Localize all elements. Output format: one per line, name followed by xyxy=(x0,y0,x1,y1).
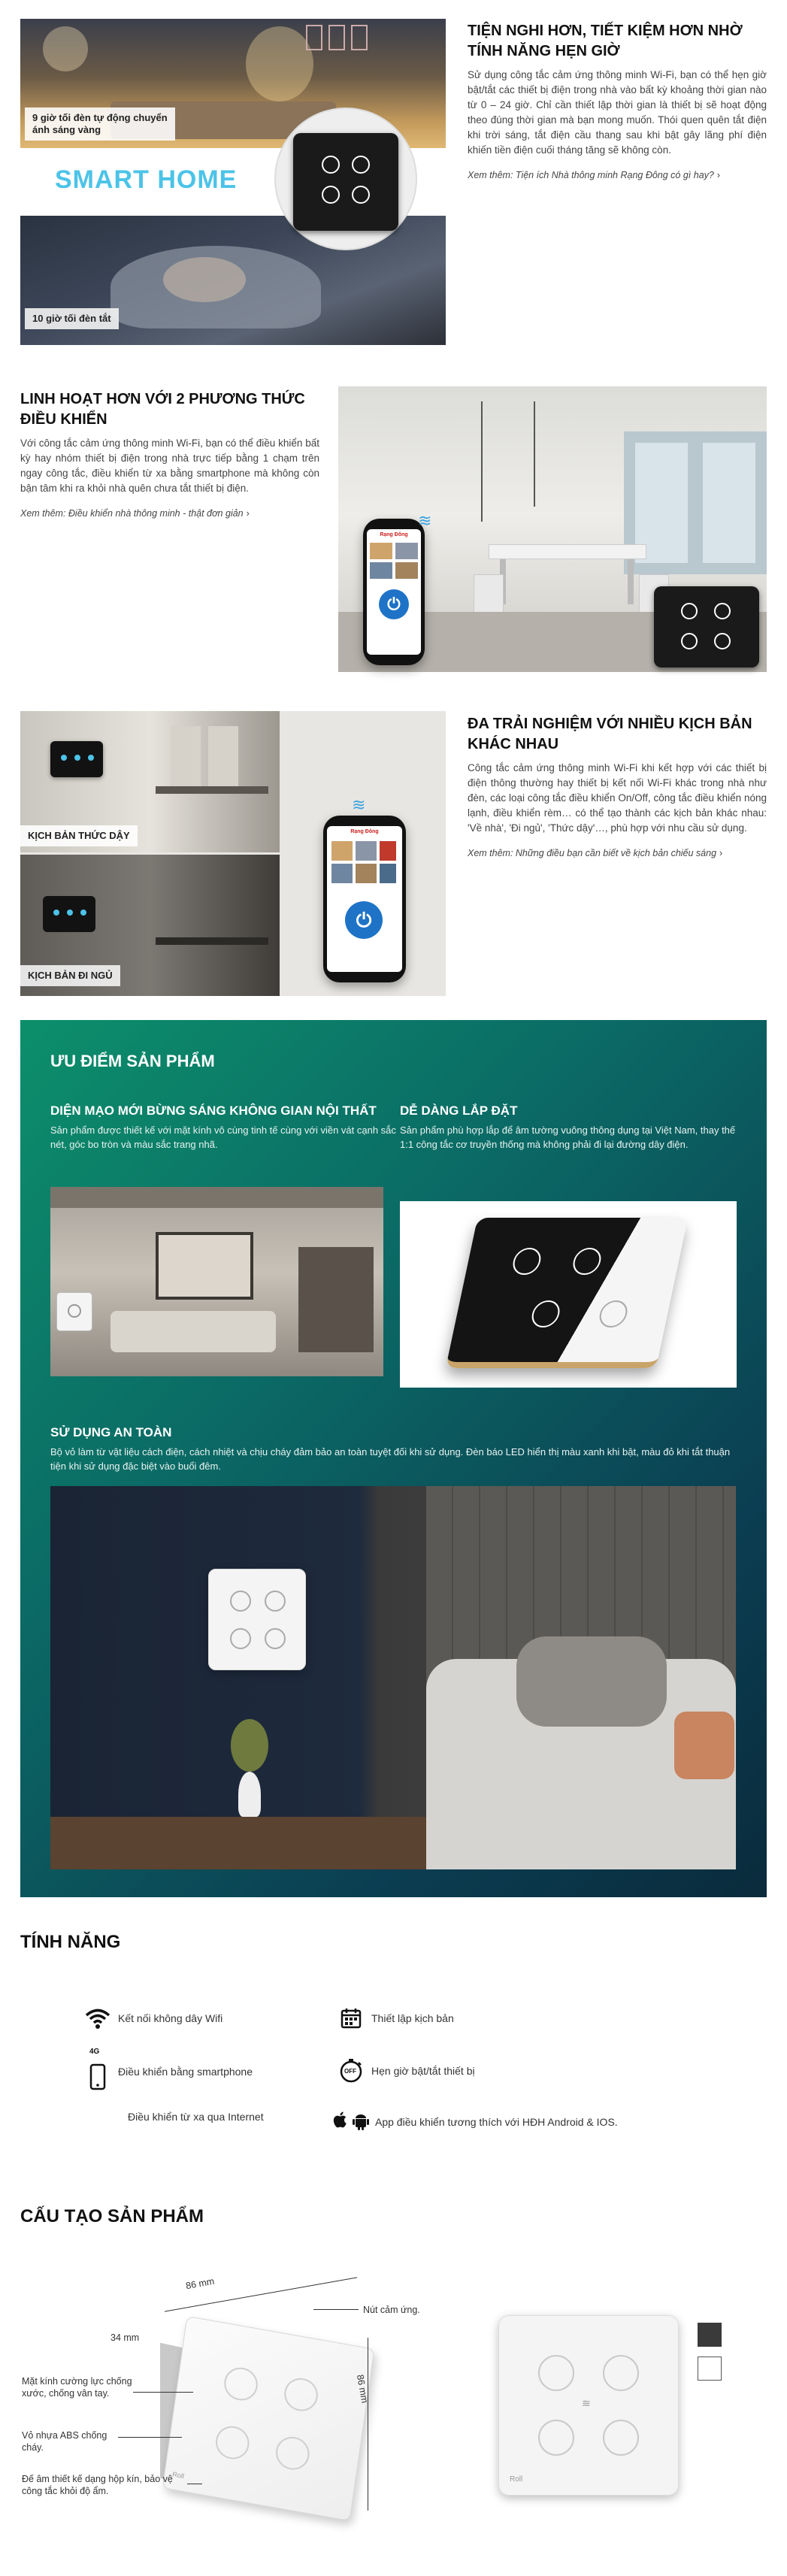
color-swatch-white[interactable] xyxy=(698,2357,722,2381)
label-glass: Mặt kính cường lực chống xước, chống vân tay. xyxy=(22,2376,132,2399)
scenes-phone-screen: Rạng Đông ⏻ xyxy=(327,826,402,972)
calendar-icon xyxy=(338,2005,364,2031)
black-switch-wall xyxy=(654,586,759,667)
bedroom-safety-photo xyxy=(50,1486,736,1869)
product-brand-mark: Roll xyxy=(510,2475,523,2484)
scenes-title: ĐA TRẢI NGHIỆM VỚI NHIỀU KỊCH BẢN KHÁC NHAU xyxy=(468,716,752,752)
scenes-wifi-icon: ≋ xyxy=(352,795,366,814)
remote-more-text[interactable]: Xem thêm: Điều khiển nhà thông minh - thật đơn giản xyxy=(20,508,244,519)
dim-height-label: 86 mm xyxy=(354,2373,371,2405)
product-wifi-icon: ≋ xyxy=(582,2397,591,2409)
safety-title: SỬ DỤNG AN TOÀN xyxy=(50,1425,172,1439)
phone-app-brand: Rạng Đông xyxy=(380,532,408,537)
feature-wifi xyxy=(85,2005,222,2031)
timer-more-text[interactable]: Xem thêm: Tiện ích Nhà thông minh Rạng Đông có gì hay? xyxy=(468,170,714,180)
install-body: Sản phẩm phù hợp lắp để âm tường vuông thông dụng tại Việt Nam, thay thế 1:1 công tắc cơ truyền thống mà không phải đi lại đường dây điện. xyxy=(400,1125,736,1150)
remote-more-link[interactable] xyxy=(20,508,319,519)
chevron-right-icon: › xyxy=(719,848,723,858)
install-block xyxy=(400,1103,738,1152)
wake-scene-tag: KỊCH BẢN THỨC DẬY xyxy=(20,825,138,846)
dim-width-label: 86 mm xyxy=(185,2275,216,2292)
switch-product-3d xyxy=(446,1218,689,1368)
scenes-power-icon[interactable]: ⏻ xyxy=(345,901,383,939)
leader-glass xyxy=(133,2392,193,2393)
advantages-title: ƯU ĐIỂM SẢN PHẨM xyxy=(50,1052,215,1070)
smartphone-app xyxy=(363,519,425,665)
wifi-signal-icon: ≋ xyxy=(418,511,432,530)
timer-text xyxy=(468,21,767,180)
label-touch: Nút cảm ứng. xyxy=(363,2305,420,2315)
switch-3d-front xyxy=(162,2316,374,2521)
phone-screen xyxy=(367,529,421,655)
power-icon[interactable]: ⏻ xyxy=(379,589,409,619)
smartphone-scenes-app xyxy=(323,816,406,982)
features-title: TÍNH NĂNG xyxy=(20,1932,121,1952)
feature-timer-label: Hẹn giờ bật/tắt thiết bị xyxy=(371,2065,475,2077)
feature-timer xyxy=(338,2058,475,2084)
timer-tag-top: 9 giờ tối đèn tự động chuyển ánh sáng vàng xyxy=(25,107,175,141)
dim-depth-label: 34 mm xyxy=(110,2332,140,2343)
structure-diagram xyxy=(20,2263,471,2563)
feature-internet xyxy=(128,2111,264,2123)
scenes-text xyxy=(468,714,767,858)
scenes-more-link[interactable] xyxy=(468,848,767,858)
design-block xyxy=(50,1103,404,1152)
white-switch-product xyxy=(498,2315,679,2496)
feature-app-label: App điều khiển tương thích với HĐH Android & IOS. xyxy=(375,2116,618,2128)
feature-app xyxy=(333,2111,618,2133)
chevron-right-icon: › xyxy=(716,170,721,180)
leader-abs xyxy=(118,2437,182,2438)
feature-internet-label: Điều khiển từ xa qua Internet xyxy=(128,2111,264,2123)
remote-body: Với công tắc cảm ứng thông minh Wi-Fi, bạn có thể điều khiển bất kỳ hay nhóm thiết bị điện trong nhà trực tiếp bằng 1 chạm trên ngay công tắc, điều khiển từ xa bằng smartphone mà không còn bận tâm khi ra khỏi nhà quên chưa tắt thiết bị điện. xyxy=(20,437,319,494)
design-body: Sản phẩm được thiết kế với mặt kính vô cùng tinh tế cùng với viền vát cạnh sắc nét, góc bo tròn và màu sắc trang nhã. xyxy=(50,1125,396,1150)
scenes-more-text[interactable]: Xem thêm: Những điều bạn cần biết về kịch bản chiếu sáng xyxy=(468,848,717,858)
design-title: DIỆN MẠO MỚI BỪNG SÁNG KHÔNG GIAN NỘI THẤT xyxy=(50,1103,377,1118)
timer-title: TIỆN NGHI HƠN, TIẾT KIỆM HƠN NHỜ TÍNH NĂNG HẸN GIỜ xyxy=(468,23,743,59)
living-room-design-photo xyxy=(50,1187,383,1376)
label-abs: Vỏ nhựa ABS chống cháy. xyxy=(22,2430,107,2453)
remote-text xyxy=(20,389,319,519)
smart-home-brand: SMART HOME xyxy=(55,165,238,194)
wifi-icon xyxy=(85,2005,110,2031)
structure-brand-mark: Roll xyxy=(171,2470,185,2481)
sleep-scene-tag: KỊCH BẢN ĐI NGỦ xyxy=(20,965,120,986)
smartphone-4g-icon xyxy=(85,2048,110,2093)
timer-body: Sử dụng công tắc cảm ứng thông minh Wi-Fi, bạn có thể hẹn giờ bật/tắt các thiết bị điện trong nhà vào bất kỳ khoảng thời gian nào từ 0 – 24 giờ. Chỉ cần thiết lập thời gian là thiết bị sẽ hoạt động theo đúng thời gian mà bạn mong muốn. Thói quen quên tắt điện khi trời sáng, tắt điện cầu thang sau khi bật gây lãng phí điện khiến tiền điện cuối tháng tăng sẽ không còn. xyxy=(468,69,767,156)
safety-body: Bộ vỏ làm từ vật liệu cách điện, cách nhiệt và chịu cháy đảm bảo an toàn tuyệt đối khi sử dụng. Đèn báo LED hiển thị màu xanh khi bật, màu đỏ khi tắt thuận tiện khi sử dụng đặc biệt vào buổi đêm. xyxy=(50,1446,731,1472)
timer-off-icon xyxy=(338,2058,364,2084)
safety-block xyxy=(50,1424,742,1473)
leader-touch xyxy=(313,2309,359,2310)
badge-off: OFF xyxy=(344,2068,356,2075)
feature-smartphone-label: Điều khiển bằng smartphone xyxy=(118,2066,253,2078)
chevron-right-icon: › xyxy=(246,508,250,519)
timer-photo-collage xyxy=(20,19,446,345)
feature-smartphone xyxy=(85,2048,253,2093)
install-photo xyxy=(400,1201,737,1388)
apple-icon xyxy=(333,2111,348,2133)
feature-scene-label: Thiết lập kịch bản xyxy=(371,2012,454,2024)
scenes-body: Công tắc cảm ứng thông minh Wi-Fi khi kết hợp với các thiết bị điện thông thường hay thiết bị kết nối Wi-Fi khác trong nhà như đèn, các loại công tắc điều khiển On/Off, công tắc điều khiển nóng lạnh, điều khiển rèm… có thể tạo thành các kịch bản khác nhau: 'Về nhà', 'Đi ngủ', 'Thức dậy'…, phù hợp với nhu cầu sử dụng. xyxy=(468,762,767,834)
android-icon xyxy=(353,2112,369,2133)
color-swatch-dark[interactable] xyxy=(698,2323,722,2347)
label-base: Đế âm thiết kế dạng hộp kín, bảo vệ công tắc khỏi độ ẩm. xyxy=(22,2474,173,2496)
black-switch-panel xyxy=(293,133,398,231)
structure-title: CẤU TẠO SẢN PHẨM xyxy=(20,2206,204,2226)
advantages-section xyxy=(20,1020,767,1897)
timer-tag-bottom: 10 giờ tối đèn tắt xyxy=(25,308,119,329)
white-switch-wall xyxy=(208,1569,306,1670)
install-title: DỄ DÀNG LẮP ĐẶT xyxy=(400,1103,518,1118)
remote-title: LINH HOẠT HƠN VỚI 2 PHƯƠNG THỨC ĐIỀU KHIỂN xyxy=(20,391,305,428)
badge-4g: 4G xyxy=(89,2048,100,2056)
feature-wifi-label: Kết nối không dây Wifi xyxy=(118,2012,223,2024)
feature-scene xyxy=(338,2005,454,2031)
timer-more-link[interactable] xyxy=(468,170,767,180)
